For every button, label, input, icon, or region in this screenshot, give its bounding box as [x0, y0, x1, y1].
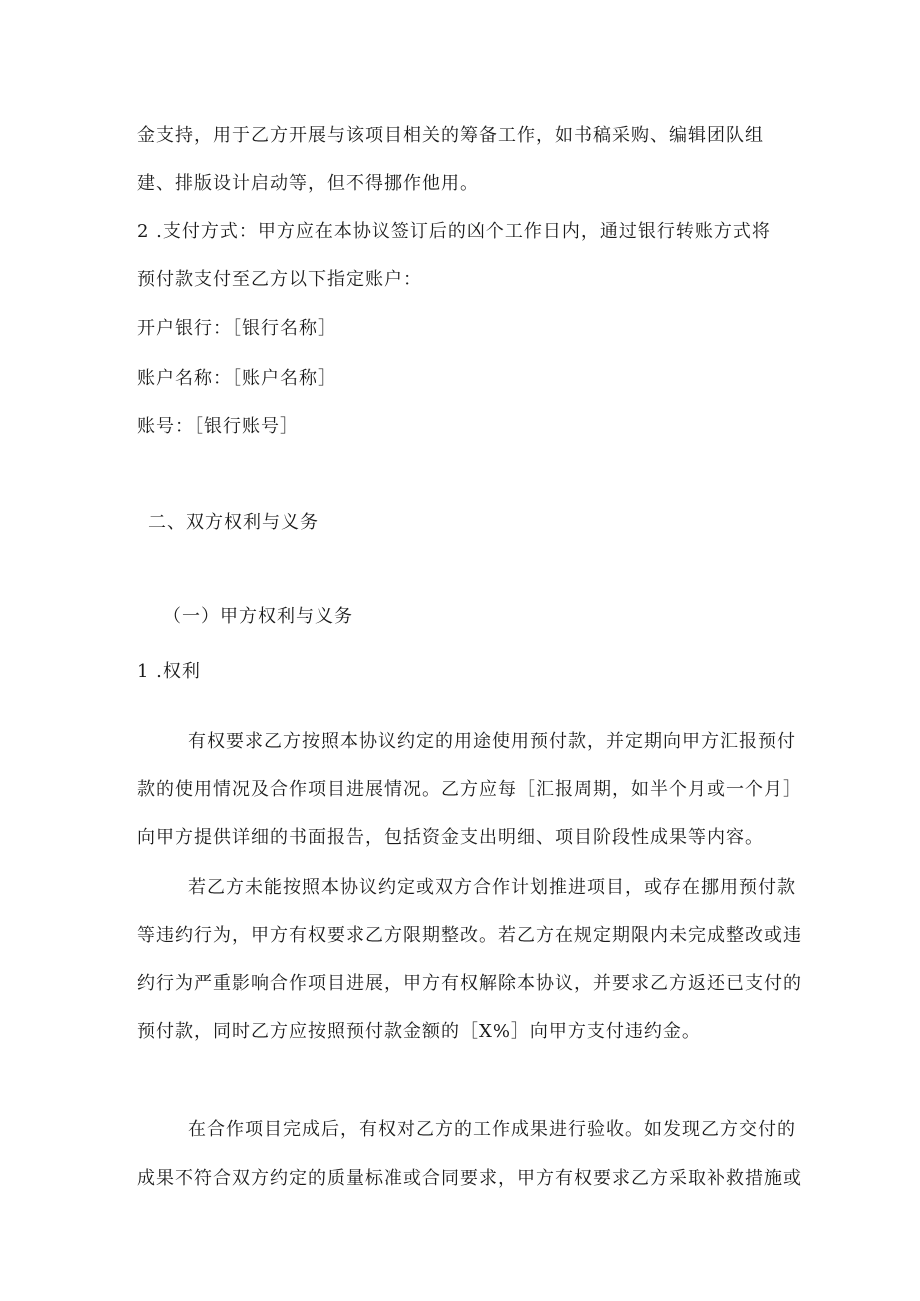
paragraph-line: 约行为严重影响合作项目进展，甲方有权解除本协议，并要求乙方返还已支付的 — [137, 973, 802, 994]
bank-name-line: 开户银行：［银行名称］ — [137, 318, 337, 339]
account-number-line: 账号：［银行账号］ — [137, 416, 299, 437]
subsection-heading: （一）甲方权利与义务 — [163, 606, 353, 627]
rights-heading: 1 .权利 — [137, 661, 201, 682]
paragraph-line: 有权要求乙方按照本协议约定的用途使用预付款，并定期向甲方汇报预付 — [188, 731, 796, 752]
paragraph-line: 成果不符合双方约定的质量标准或合同要求，甲方有权要求乙方采取补救措施或 — [137, 1168, 802, 1189]
paragraph-line: 金支持，用于乙方开展与该项目相关的筹备工作，如书稿采购、编辑团队组 — [137, 125, 764, 146]
list-item-payment-method: 2 .支付方式：甲方应在本协议签订后的凶个工作日内，通过银行转账方式将 — [137, 221, 771, 242]
paragraph-line: 等违约行为，甲方有权要求乙方限期整改。若乙方在规定期限内未完成整改或违 — [137, 925, 802, 946]
paragraph-line: 建、排版设计启动等，但不得挪作他用。 — [137, 173, 479, 194]
paragraph-line: 在合作项目完成后，有权对乙方的工作成果进行验收。如发现乙方交付的 — [188, 1119, 796, 1140]
section-heading: 二、双方权利与义务 — [148, 512, 319, 533]
paragraph-line: 若乙方未能按照本协议约定或双方合作计划推进项目，或存在挪用预付款 — [188, 877, 796, 898]
paragraph-line: 预付款支付至乙方以下指定账户： — [137, 269, 422, 290]
paragraph-line: 预付款，同时乙方应按照预付款金额的［X%］向甲方支付违约金。 — [137, 1021, 701, 1042]
account-name-line: 账户名称：［账户名称］ — [137, 368, 337, 389]
paragraph-line: 向甲方提供详细的书面报告，包括资金支出明细、项目阶段性成果等内容。 — [137, 827, 764, 848]
paragraph-line: 款的使用情况及合作项目进展情况。乙方应每［汇报周期，如半个月或一个月］ — [137, 779, 802, 800]
